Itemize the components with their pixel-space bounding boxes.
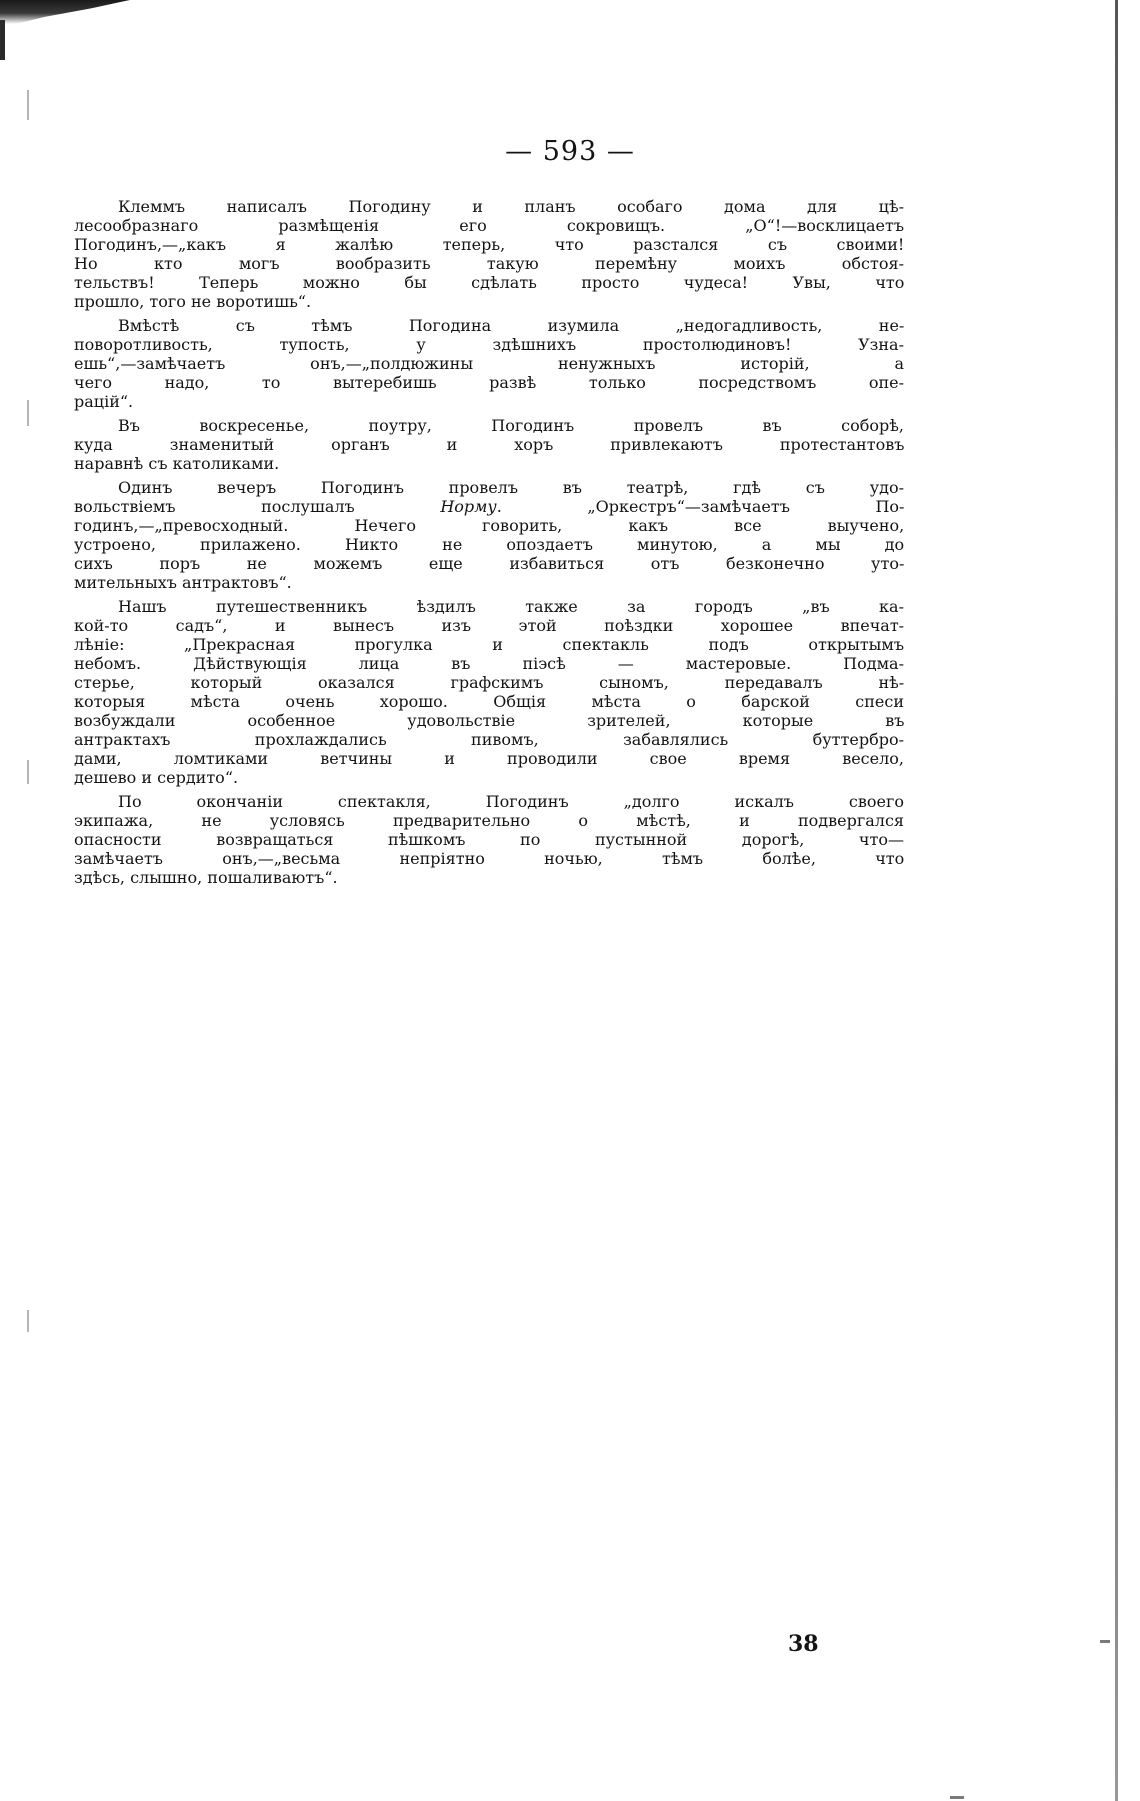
text-line: тельствъ! Теперь можно бы сдѣлать просто чудеса! Увы, что (74, 273, 905, 292)
text-line: ешь“,—замѣчаетъ онъ,—„полдюжины ненужныхъ исторій, а (74, 354, 904, 373)
text-line (74, 554, 904, 573)
text-line: здѣсь, слышно, пошаливаютъ“. (74, 868, 338, 887)
text-line: куда знаменитый органъ и хоръ привлекаютъ протестантовъ (74, 435, 905, 454)
text-line: замѣчаетъ онъ,—„весьма непріятно ночью, тѣмъ болѣе, что (74, 849, 905, 868)
scan-speck (950, 1796, 964, 1799)
text-line: Вмѣстѣ съ тѣмъ Погодина изумила „недогадливость, не- (118, 316, 905, 335)
text-run: Одинъ вечеръ Погодинъ провелъ въ театрѣ, гдѣ съ удо- (118, 478, 904, 497)
text-line: опасности возвращаться пѣшкомъ по пустынной дорогѣ, что— (74, 830, 904, 849)
paragraph (74, 792, 904, 887)
scan-margin-tick (27, 1310, 29, 1332)
text-run: годинъ,—„превосходный. Нечего говорить, какъ все выучено, (74, 516, 905, 535)
text-line (74, 478, 904, 497)
text-run: вольствіемъ послушалъ (74, 497, 441, 516)
text-line: чего надо, то вытеребишь развѣ только посредствомъ опе- (74, 373, 904, 392)
text-line: дешево и сердито“. (74, 768, 239, 787)
text-line: лесообразнаго размѣщенія его сокровищъ. „О“!—восклицаетъ (74, 216, 904, 235)
scan-margin-tick (27, 400, 29, 426)
text-line (74, 516, 904, 535)
text-line: По окончаніи спектакля, Погодинъ „долго искалъ своего (118, 792, 904, 811)
text-line: Погодинъ,—„какъ я жалѣю теперь, что разстался съ своими! (74, 235, 905, 254)
text-line: возбуждали особенное удовольствіе зрителей, которые въ (74, 711, 905, 730)
text-line (74, 497, 904, 516)
text-line: небомъ. Дѣйствующія лица въ піэсѣ — мастеровые. Подма- (74, 654, 904, 673)
text-line: лѣніе: „Прекрасная прогулка и спектакль подъ открытымъ (74, 635, 905, 654)
text-line: стерье, который оказался графскимъ сыномъ, передавалъ нѣ- (74, 673, 905, 692)
scan-artifact-left (0, 20, 5, 60)
scan-page-edge (1115, 0, 1118, 1801)
text-run: устроено, прилажено. Никто не опоздаетъ минутою, а мы до (74, 535, 905, 554)
paragraph (74, 316, 904, 411)
scan-margin-tick (27, 90, 29, 120)
opera-title: Норму (440, 497, 497, 516)
scan-artifact-top (0, 0, 130, 24)
text-line: Нашъ путешественникъ ѣздилъ также за городъ „въ ка- (118, 597, 904, 616)
text-line: дами, ломтиками ветчины и проводили свое время весело, (74, 749, 904, 768)
text-line (74, 573, 904, 592)
body-text (74, 197, 904, 887)
text-line: экипажа, не условясь предварительно о мѣстѣ, и подвергался (74, 811, 904, 830)
text-line: которыя мѣста очень хорошо. Общія мѣста о барской спеси (74, 692, 904, 711)
paragraph (74, 478, 904, 592)
text-run: сихъ поръ не можемъ еще избавиться отъ безконечно уто- (74, 554, 905, 573)
page-number: — 593 — (505, 136, 635, 167)
scan-speck (1100, 1640, 1110, 1643)
text-line: рацій“. (74, 392, 134, 411)
text-line (74, 535, 904, 554)
text-line: Но кто могъ вообразить такую перемѣну моихъ обстоя- (74, 254, 904, 273)
scan-margin-tick (27, 760, 29, 784)
text-line: Клеммъ написалъ Погодину и планъ особаго дома для цѣ- (118, 197, 904, 216)
text-run: мительныхъ антрактовъ“. (74, 573, 292, 592)
text-line: кой-то садъ“, и вынесъ изъ этой поѣздки хорошее впечат- (74, 616, 905, 635)
text-line: прошло, того не воротишь“. (74, 292, 312, 311)
text-line: Въ воскресенье, поутру, Погодинъ провелъ въ соборѣ, (118, 416, 904, 435)
printer-signature-mark: 38 (788, 1631, 819, 1657)
text-run: . „Оркестръ“—замѣчаетъ По- (496, 497, 905, 516)
text-line: антрактахъ прохлаждались пивомъ, забавлялись буттербро- (74, 730, 904, 749)
text-line: поворотливость, тупость, у здѣшнихъ простолюдиновъ! Узна- (74, 335, 904, 354)
paragraph (74, 416, 904, 473)
paragraph (74, 597, 904, 787)
text-line: наравнѣ съ католиками. (74, 454, 280, 473)
paragraph (74, 197, 904, 311)
